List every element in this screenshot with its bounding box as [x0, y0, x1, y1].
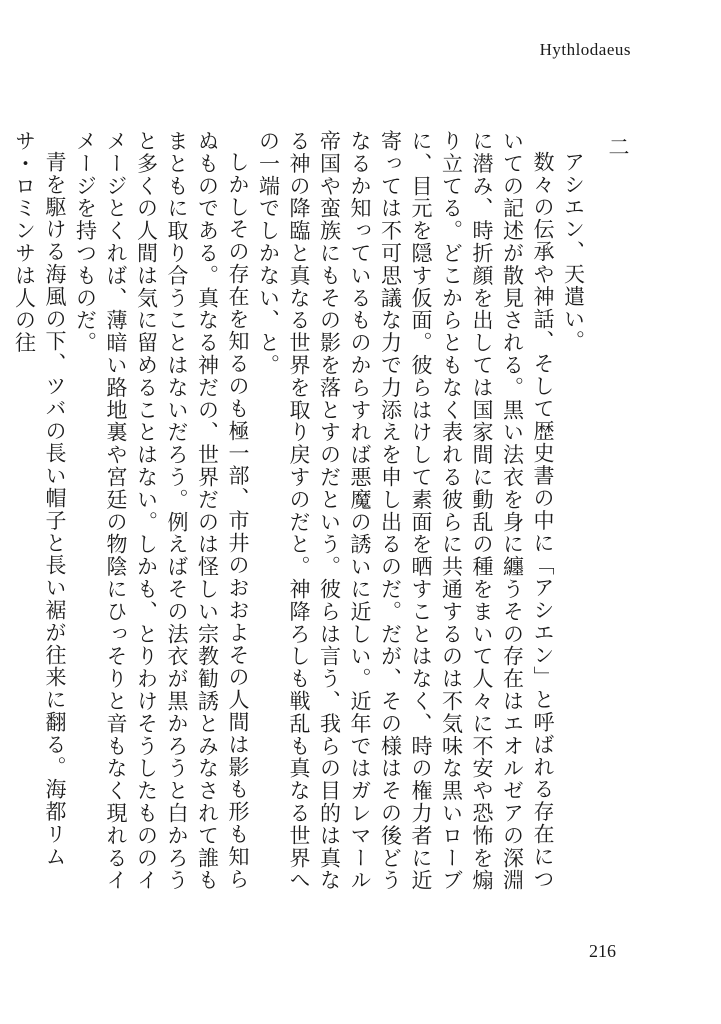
page-number: 216 — [589, 941, 616, 961]
chapter-heading: 二 — [606, 136, 630, 159]
paragraph: しかしその存在を知るのも極一部、市井のおおよその人間は影も形も知らぬものである。真なる神だの、世界だのは怪しい宗教勧誘とみなされて誰もまともに取り合うことはないだろう。例えばその法衣が黒かろうと白かろうと多くの人間は気に留めることはない。しかも、とりわけそうしたもののイメージとくれば、薄暗い路地裏や宮廷の物陰にひっそりと音もなく現れるイメージを持つものだ。 — [73, 130, 250, 892]
vertical-text-body — [9, 130, 633, 910]
paragraph: 数々の伝承や神話、そして歴史書の中に「アシエン」と呼ばれる存在についての記述が散見される。黒い法衣を身に纏うその存在はエオルゼアの深淵に潜み、時折顔を出しては国家間に動乱の種をまいて人々に不安や恐怖を煽り立てる。どこからともなく表れる彼らに共通するのは不気味な黒いローブに、目元を隠す仮面。彼らはけして素面を晒すことはなく、時の権力者に近寄っては不可思議な力で力添えを申し出るのだ。だが、その様はその後どうなるか知っているものからすれば悪魔の誘いに近しい。近年ではガレマール帝国や蛮族にもその影を落とすのだという。彼らは言う、我らの目的は真なる神の降臨と真なる世界を取り戻すのだと。神降ろしも戦乱も真なる世界への一端でしかない、と。 — [256, 130, 555, 892]
paragraph: アシエン、天遣い。 — [561, 151, 586, 353]
running-header: Hythlodaeus — [539, 40, 631, 59]
paragraph: 青を駆ける海風の下、ツバの長い帽子と長い裾が往来に翻る。海都リムサ・ロミンサは人の往 — [12, 130, 67, 868]
